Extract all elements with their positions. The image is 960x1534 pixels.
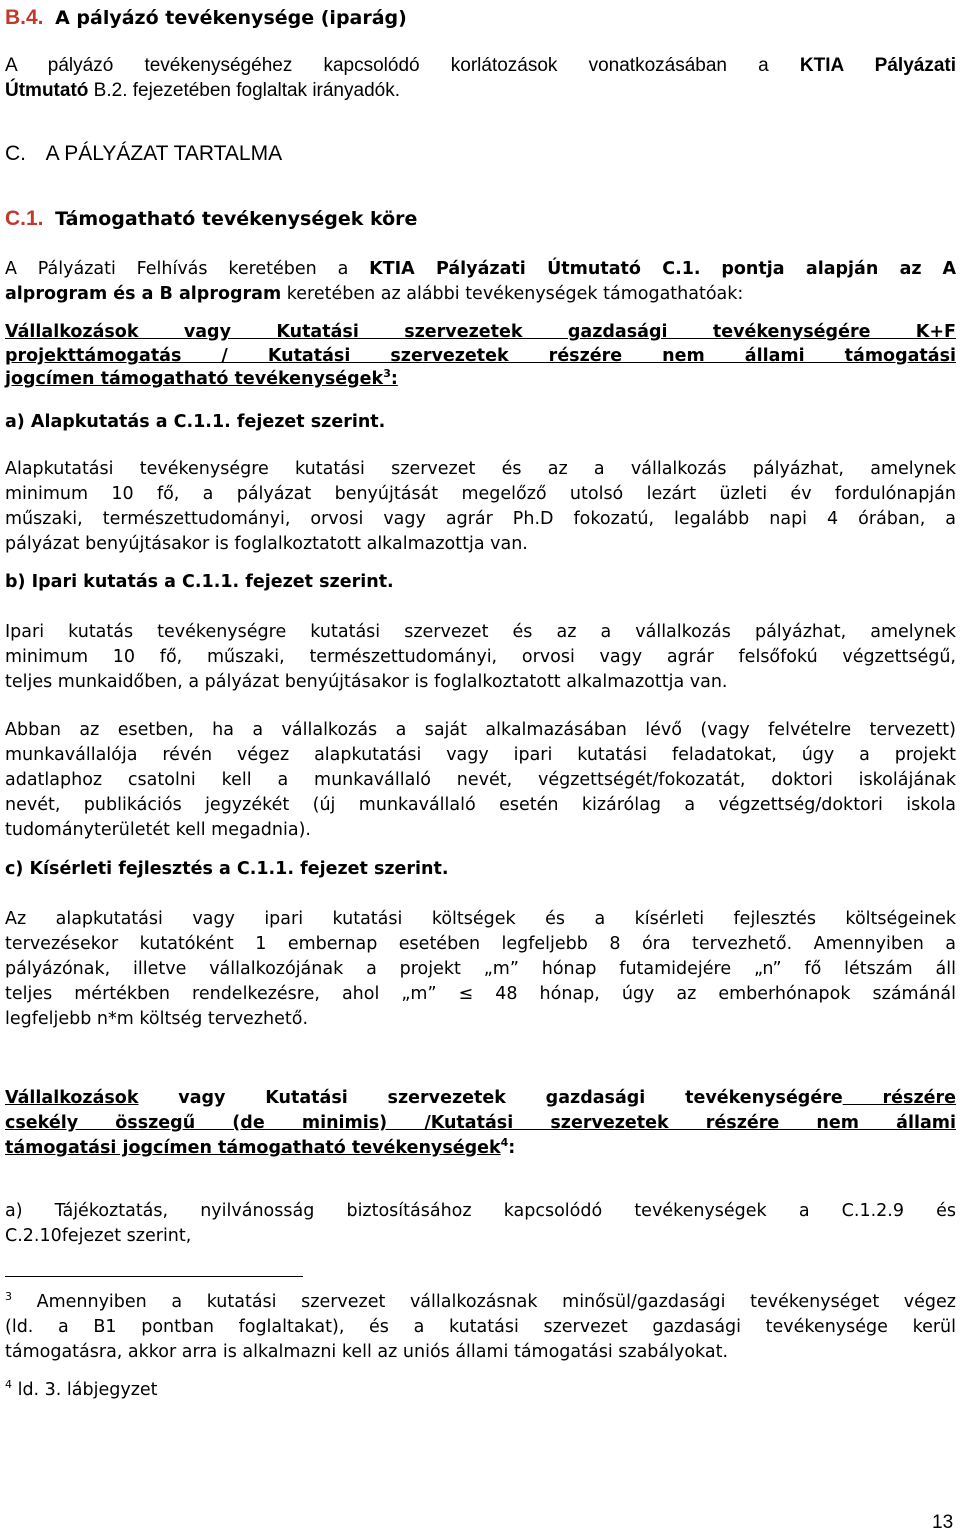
paragraph-d xyxy=(5,1199,956,1249)
paragraph-c xyxy=(5,907,956,1032)
section-number: C.1. xyxy=(5,207,44,230)
text-line: tervezésekor kutatóként 1 embernap esetében legfeljebb 8 óra tervezhető. Amennyiben a xyxy=(5,934,956,954)
text-line: pályázónak, illetve vállalkozójának a projekt „m” hónap futamidejére „n” fő létszám áll xyxy=(5,959,956,979)
text-line: $^3$ Amennyiben a kutatási szervezet vállalkozásnak minősül/gazdasági tevékenységet végez xyxy=(5,1290,956,1312)
text-line: A Pályázati Felhívás keretében a KTIA Pályázati Útmutató C.1. pontja alapján az A xyxy=(5,259,956,279)
text-line: Alapkutatási tevékenységre kutatási szervezet és az a vállalkozás pályázhat, amelynek xyxy=(5,459,956,479)
text-line: pályázat benyújtásakor is foglalkoztatott alkalmazottja van. xyxy=(5,534,528,554)
text-line: minimum 10 fő, műszaki, természettudományi, orvosi vagy agrár felsőfokú végzettségű, xyxy=(5,647,956,667)
paragraph-b4 xyxy=(5,53,956,103)
underlined-heading-2 xyxy=(5,1086,956,1161)
text-line: munkavállalója révén végez alapkutatási vagy ipari kutatási feladatokat, úgy a projekt xyxy=(5,745,956,765)
section-heading-c xyxy=(5,139,956,169)
section-heading-b4 xyxy=(5,3,956,33)
text-line: nevét, publikációs jegyzékét (új munkavállaló esetén kizárólag a végzettség/doktori iskola xyxy=(5,795,956,815)
text-line: támogatásra, akkor arra is alkalmazni kell az uniós állami támogatási szabályokat. xyxy=(5,1342,729,1362)
text-line: teljes munkaidőben, a pályázat benyújtásakor is foglalkoztatott alkalmazottja van. xyxy=(5,672,728,692)
text-line: tudományterületét kell megadnia). xyxy=(5,820,311,840)
section-number: B.4. xyxy=(5,6,44,29)
text-line: Vállalkozások vagy Kutatási szervezetek gazdasági tevékenységére K+F xyxy=(5,322,956,342)
footnote-separator xyxy=(5,1276,303,1277)
text-line: csekély összegű (de minimis) /Kutatási szervezetek részére nem állami xyxy=(5,1113,956,1133)
text-line: (ld. a B1 pontban foglaltakat), és a kutatási szervezet gazdasági tevékenysége kerül xyxy=(5,1317,956,1337)
paragraph-b2 xyxy=(5,718,956,843)
text-line: legfeljebb n*m költség tervezhető. xyxy=(5,1009,309,1029)
text-line: műszaki, természettudományi, orvosi vagy agrár Ph.D fokozatú, legalább napi 4 órában, a xyxy=(5,509,956,529)
text-line: adatlaphoz csatolni kell a munkavállaló nevét, végzettségét/fokozatát, doktori iskolájának xyxy=(5,770,956,790)
paragraph-a xyxy=(5,457,956,557)
subheading-a: a) Alapkutatás a C.1.1. fejezet szerint. xyxy=(5,412,386,432)
section-title: Támogatható tevékenységek köre xyxy=(55,208,418,230)
section-title: A pályázó tevékenysége (iparág) xyxy=(55,7,407,29)
text-line: A pályázó tevékenységéhez kapcsolódó korlátozások vonatkozásában a KTIA Pályázati xyxy=(5,55,957,76)
section-title: A PÁLYÁZAT TARTALMA xyxy=(45,142,283,165)
text-line: C.2.10fejezet szerint, xyxy=(5,1226,192,1246)
text-line: Útmutató B.2. fejezetében foglaltak irányadók. xyxy=(5,80,400,101)
footnote-4 xyxy=(5,1378,956,1403)
section-number: C. xyxy=(5,142,26,165)
section-heading-c1 xyxy=(5,204,956,234)
text-line: Ipari kutatás tevékenységre kutatási szervezet és az a vállalkozás pályázhat, amelynek xyxy=(5,622,956,642)
text-line: Az alapkutatási vagy ipari kutatási költségek és a kísérleti fejlesztés költségeinek xyxy=(5,909,956,929)
text-line: Vállalkozások vagy Kutatási szervezetek gazdasági tevékenységére részére xyxy=(5,1088,957,1108)
subheading-c: c) Kísérleti fejlesztés a C.1.1. fejezet szerint. xyxy=(5,859,449,879)
footnote-number: 4 xyxy=(5,1378,12,1392)
footnote-ref: 3 xyxy=(383,367,391,381)
text-line: jogcímen támogatható tevékenységek$^3$: xyxy=(5,367,398,389)
page-number: 13 xyxy=(932,1512,954,1533)
paragraph-b xyxy=(5,620,956,695)
footnote-number: 3 xyxy=(5,1290,12,1304)
text-line: támogatási jogcímen támogatható tevékenységek$^4$: xyxy=(5,1136,516,1158)
footnote-3 xyxy=(5,1290,956,1365)
text-line: a) Tájékoztatás, nyilvánosság biztosításához kapcsolódó tevékenységek a C.1.2.9 és xyxy=(5,1201,956,1221)
text-line: $^4$ ld. 3. lábjegyzet xyxy=(5,1378,158,1400)
underlined-heading-1 xyxy=(5,320,956,391)
text-line: Abban az esetben, ha a vállalkozás a saját alkalmazásában lévő (vagy felvételre tervezett) xyxy=(5,720,956,740)
text-line: minimum 10 fő, a pályázat benyújtását megelőző utolsó lezárt üzleti év fordulónapján xyxy=(5,484,956,504)
intro-paragraph xyxy=(5,257,956,307)
subheading-b: b) Ipari kutatás a C.1.1. fejezet szerint. xyxy=(5,572,394,592)
text-line: alprogram és a B alprogram keretében az alábbi tevékenységek támogathatóak: xyxy=(5,284,744,304)
footnote-ref: 4 xyxy=(500,1136,509,1150)
text-line: teljes mértékben rendelkezésre, ahol „m” ≤ 48 hónap, úgy az emberhónapok számánál xyxy=(5,984,956,1004)
text-line: projekttámogatás / Kutatási szervezetek részére nem állami támogatási xyxy=(5,346,956,366)
